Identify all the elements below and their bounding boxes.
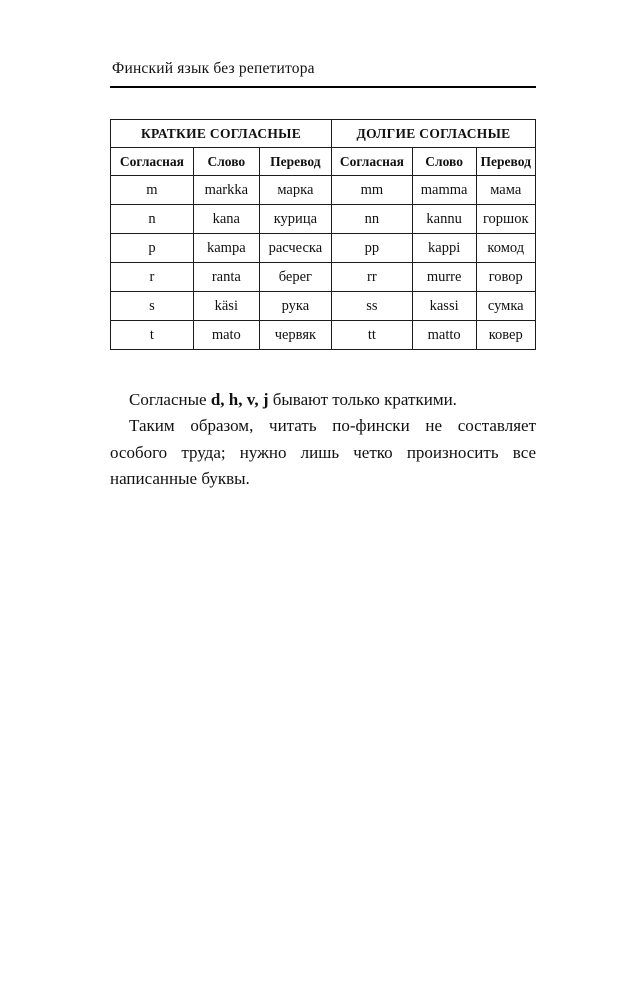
paragraph-text: бывают только краткими. xyxy=(268,390,457,409)
table-cell: r xyxy=(111,263,194,292)
table-cell: расческа xyxy=(259,234,331,263)
bold-consonants-list: d, h, v, j xyxy=(210,390,269,409)
table-cell: p xyxy=(111,234,194,263)
table-row xyxy=(111,263,536,292)
paragraph-consonants-note xyxy=(110,387,536,413)
paragraph-conclusion: Таким образом, читать по-фински не составляет особого труда; нужно лишь четко произносить все написанные буквы. xyxy=(110,416,536,489)
table-cell: червяк xyxy=(259,321,331,350)
table-cell: ss xyxy=(332,292,413,321)
table-cell: s xyxy=(111,292,194,321)
table-cell: мама xyxy=(476,176,536,205)
table-cell: matto xyxy=(412,321,476,350)
running-header: Финский язык без репетитора xyxy=(112,60,315,77)
table-cell: käsi xyxy=(193,292,259,321)
table-row xyxy=(111,234,536,263)
paragraph-text: Согласные xyxy=(129,390,211,409)
column-header: Согласная xyxy=(332,148,413,176)
table-cell: курица xyxy=(259,205,331,234)
table-cell: tt xyxy=(332,321,413,350)
page-content xyxy=(110,60,536,492)
table-cell: ковер xyxy=(476,321,536,350)
consonants-table xyxy=(110,119,536,350)
table-cell: комод xyxy=(476,234,536,263)
table-cell: kassi xyxy=(412,292,476,321)
table-cell: mamma xyxy=(412,176,476,205)
table-cell: kappi xyxy=(412,234,476,263)
table-cell: kannu xyxy=(412,205,476,234)
table-cell: говор xyxy=(476,263,536,292)
table-cell: rr xyxy=(332,263,413,292)
table-cell: t xyxy=(111,321,194,350)
table-cell: nn xyxy=(332,205,413,234)
table-cell: рука xyxy=(259,292,331,321)
group-header-short-consonants: КРАТКИЕ СОГЛАСНЫЕ xyxy=(111,120,332,148)
column-header: Перевод xyxy=(476,148,536,176)
table-cell: горшок xyxy=(476,205,536,234)
table-cell: pp xyxy=(332,234,413,263)
group-header-long-consonants: ДОЛГИЕ СОГЛАСНЫЕ xyxy=(332,120,536,148)
table-cell: kampa xyxy=(193,234,259,263)
column-header: Слово xyxy=(412,148,476,176)
table-cell: m xyxy=(111,176,194,205)
table-cell: сумка xyxy=(476,292,536,321)
table-cell: mato xyxy=(193,321,259,350)
table-cell: марка xyxy=(259,176,331,205)
table-group-header-row xyxy=(111,120,536,148)
body-text xyxy=(110,387,536,492)
table-row xyxy=(111,321,536,350)
table-row xyxy=(111,292,536,321)
table-row xyxy=(111,205,536,234)
column-header: Перевод xyxy=(259,148,331,176)
table-cell: ranta xyxy=(193,263,259,292)
column-header: Согласная xyxy=(111,148,194,176)
table-column-header-row xyxy=(111,148,536,176)
table-cell: берег xyxy=(259,263,331,292)
column-header: Слово xyxy=(193,148,259,176)
table-cell: murre xyxy=(412,263,476,292)
table-cell: n xyxy=(111,205,194,234)
table-cell: kana xyxy=(193,205,259,234)
table-cell: mm xyxy=(332,176,413,205)
header-rule xyxy=(110,86,536,88)
table-row xyxy=(111,176,536,205)
table-cell: markka xyxy=(193,176,259,205)
